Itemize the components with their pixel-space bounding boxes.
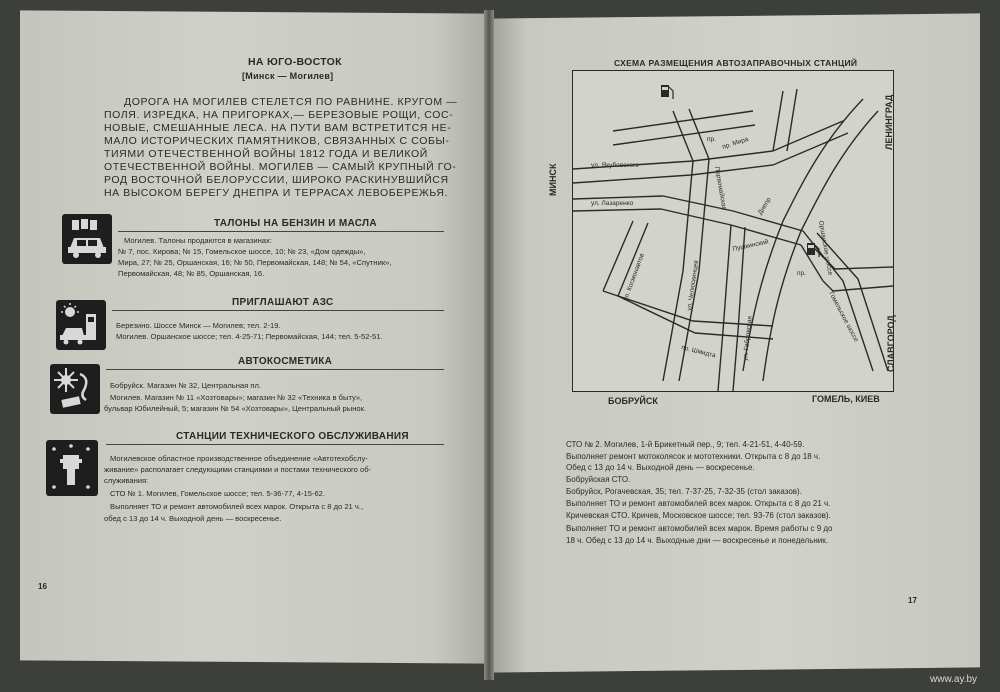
street-label: пр.	[707, 136, 716, 143]
section-heading: ТАЛОНЫ НА БЕНЗИН И МАСЛА	[214, 218, 377, 229]
divider	[106, 444, 444, 445]
street-label: пр.	[797, 270, 806, 277]
service-line: 18 ч. Обед с 13 до 14 ч. Выходные дни — воскресенье и понедельник.	[566, 536, 828, 545]
book-spine	[484, 10, 494, 680]
street-label: Пушкинский	[731, 238, 770, 253]
watermark: www.ay.by	[930, 674, 978, 685]
intro-line: ОТЕЧЕСТВЕННОЙ ВОЙНЫ. МОГИЛЕВ — САМЫЙ КРУПНЫЙ ГО-	[104, 161, 457, 173]
street-label: ул. Космонавтов	[622, 252, 646, 302]
map-edge-label-bottom-right: ГОМЕЛЬ, КИЕВ	[812, 394, 880, 404]
gas-station-line: Березино. Шоссе Минск — Могилев; тел. 2-19.	[116, 321, 281, 330]
street-label: Оршанское шоссе	[817, 220, 834, 276]
intro-line: ПОЛЯ. ИЗРЕДКА, НА ПРИГОРКАХ,— БЕРЕЗОВЫЕ РОЩИ, СОС-	[104, 109, 454, 121]
map-edge-label-bottom-left: БОБРУЙСК	[608, 396, 658, 406]
service-line: Выполняет ТО и ремонт автомобилей всех марок. Время работы с 9 до	[566, 524, 833, 533]
coupons-line: Первомайская, 48; № 85, Оршанская, 16.	[118, 269, 265, 278]
section-heading: СТАНЦИИ ТЕХНИЧЕСКОГО ОБСЛУЖИВАНИЯ	[176, 431, 409, 442]
map-edge-label-right-bottom: СЛАВГОРОД	[886, 315, 896, 372]
street-label: Гомельское шоссе	[827, 290, 860, 344]
service-line: живание» располагает следующими станциями и постами технического об-	[104, 465, 372, 474]
service-line: СТО № 1. Могилев, Гомельское шоссе; тел. 5-36-77, 4-15-62.	[110, 489, 326, 498]
divider	[106, 369, 444, 370]
page-number-left: 16	[38, 582, 47, 591]
divider	[112, 310, 444, 311]
street-label: Первомайская	[713, 166, 728, 211]
service-line: служивания:	[104, 476, 149, 485]
section-subtitle: [Минск — Могилев]	[242, 71, 334, 81]
cosmetics-line: Могилев. Магазин № 11 «Хозтовары»; магазин № 32 «Техника в быту»,	[110, 393, 363, 402]
gas-pump-marker	[807, 243, 819, 257]
page-number-right: 17	[908, 596, 917, 605]
street-label: пр. Мира	[721, 135, 750, 151]
service-line: Бобруйская СТО.	[566, 475, 631, 484]
street-label: ул. Габровская	[742, 315, 754, 362]
intro-line: МАЛО ИСТОРИЧЕСКИХ ПАМЯТНИКОВ, СВЯЗАННЫХ С СОБЫ-	[104, 135, 450, 147]
intro-line: НА ВЫСОКОМ БЕРЕГУ ДНЕПРА И ТЕРРАСАХ ЛЕВОБЕРЕЖЬЯ.	[104, 187, 449, 199]
intro-line: ДОРОГА НА МОГИЛЕВ СТЕЛЕТСЯ ПО РАВНИНЕ. КРУГОМ —	[124, 96, 458, 108]
divider	[118, 231, 444, 232]
street-label: ул. Лазаренко	[591, 200, 634, 207]
intro-line: ТИЯМИ ОТЕЧЕСТВЕННОЙ ВОЙНЫ 1812 ГОДА И ВЕЛИКОЙ	[104, 148, 428, 160]
cosmetics-line: бульвар Юбилейный, 5; магазин № 54 «Хозтовары», Центральный рынок.	[104, 404, 367, 413]
service-line: Выполняет ремонт мотоколясок и мототехники. Открыта с 8 до 18 ч.	[566, 452, 821, 461]
service-line: обед с 13 до 14 ч. Выходной день — воскресенье.	[104, 514, 282, 523]
coupons-line: Могилев. Талоны продаются в магазинах:	[124, 236, 272, 245]
section-heading: ПРИГЛАШАЮТ АЗС	[232, 297, 334, 308]
service-line: Выполняет ТО и ремонт автомобилей всех марок. Открыта с 8 до 21 ч.,	[110, 502, 364, 511]
street-label: ул. Челюскинцев	[686, 259, 701, 312]
street-label: Днепр	[756, 196, 773, 217]
service-line: Могилевское областное производственное объединение «Автотехобслу-	[110, 454, 368, 463]
auto-cosmetics-icon	[50, 364, 100, 414]
map-title: СХЕМА РАЗМЕЩЕНИЯ АВТОЗАПРАВОЧНЫХ СТАНЦИЙ	[614, 58, 858, 68]
gas-station-map	[572, 70, 894, 392]
section-heading: АВТОКОСМЕТИКА	[238, 356, 333, 367]
service-line: Бобруйск, Рогачевская, 35; тел. 7-37-25, 7-32-35 (стол заказов).	[566, 487, 802, 496]
service-line: Выполняет ТО и ремонт автомобилей всех марок. Открыта с 8 до 21 ч.	[566, 499, 831, 508]
service-line: Кричевская СТО. Кричев, Московское шоссе; тел. 93-76 (стол заказов).	[566, 511, 831, 520]
gas-pump-marker	[661, 85, 673, 99]
section-title: НА ЮГО-ВОСТОК	[248, 56, 342, 68]
service-station-icon	[46, 440, 98, 496]
service-line: СТО № 2. Могилев, 1-й Брикетный пер., 9; тел. 4-21-51, 4-40-59.	[566, 440, 805, 449]
gas-station-icon	[56, 300, 106, 350]
street-label: пр. Шмидта	[680, 344, 717, 360]
intro-line: РОД ВОСТОЧНОЙ БЕЛОРУССИИ, ШИРОКО РАСКИНУВШИЙСЯ	[104, 174, 449, 186]
coupons-line: Мира, 27; № 25, Оршанская, 16; № 50, Первомайская, 148; № 54, «Спутник»,	[118, 258, 392, 267]
map-edge-label-left: МИНСК	[548, 163, 558, 196]
intro-line: НОВЫЕ, СМЕШАННЫЕ ЛЕСА. НА ПУТИ ВАМ ВСТРЕТИТСЯ НЕ-	[104, 122, 452, 134]
map-roads	[573, 71, 893, 391]
coupons-line: № 7, пос. Кирова; № 15, Гомельское шоссе, 10; № 23, «Дом одежды»,	[118, 247, 366, 256]
fuel-coupons-car-icon	[62, 214, 112, 264]
street-label: ул. Якубовского	[591, 162, 639, 169]
service-line: Обед с 13 до 14 ч. Выходной день — воскресенье.	[566, 463, 755, 472]
map-edge-label-right-top: ЛЕНИНГРАД	[884, 94, 894, 150]
cosmetics-line: Бобруйск. Магазин № 32, Центральная пл.	[110, 381, 262, 390]
gas-station-line: Могилев. Оршанское шоссе; тел. 4-25-71; Первомайская, 144; тел. 5-52-51.	[116, 332, 383, 341]
